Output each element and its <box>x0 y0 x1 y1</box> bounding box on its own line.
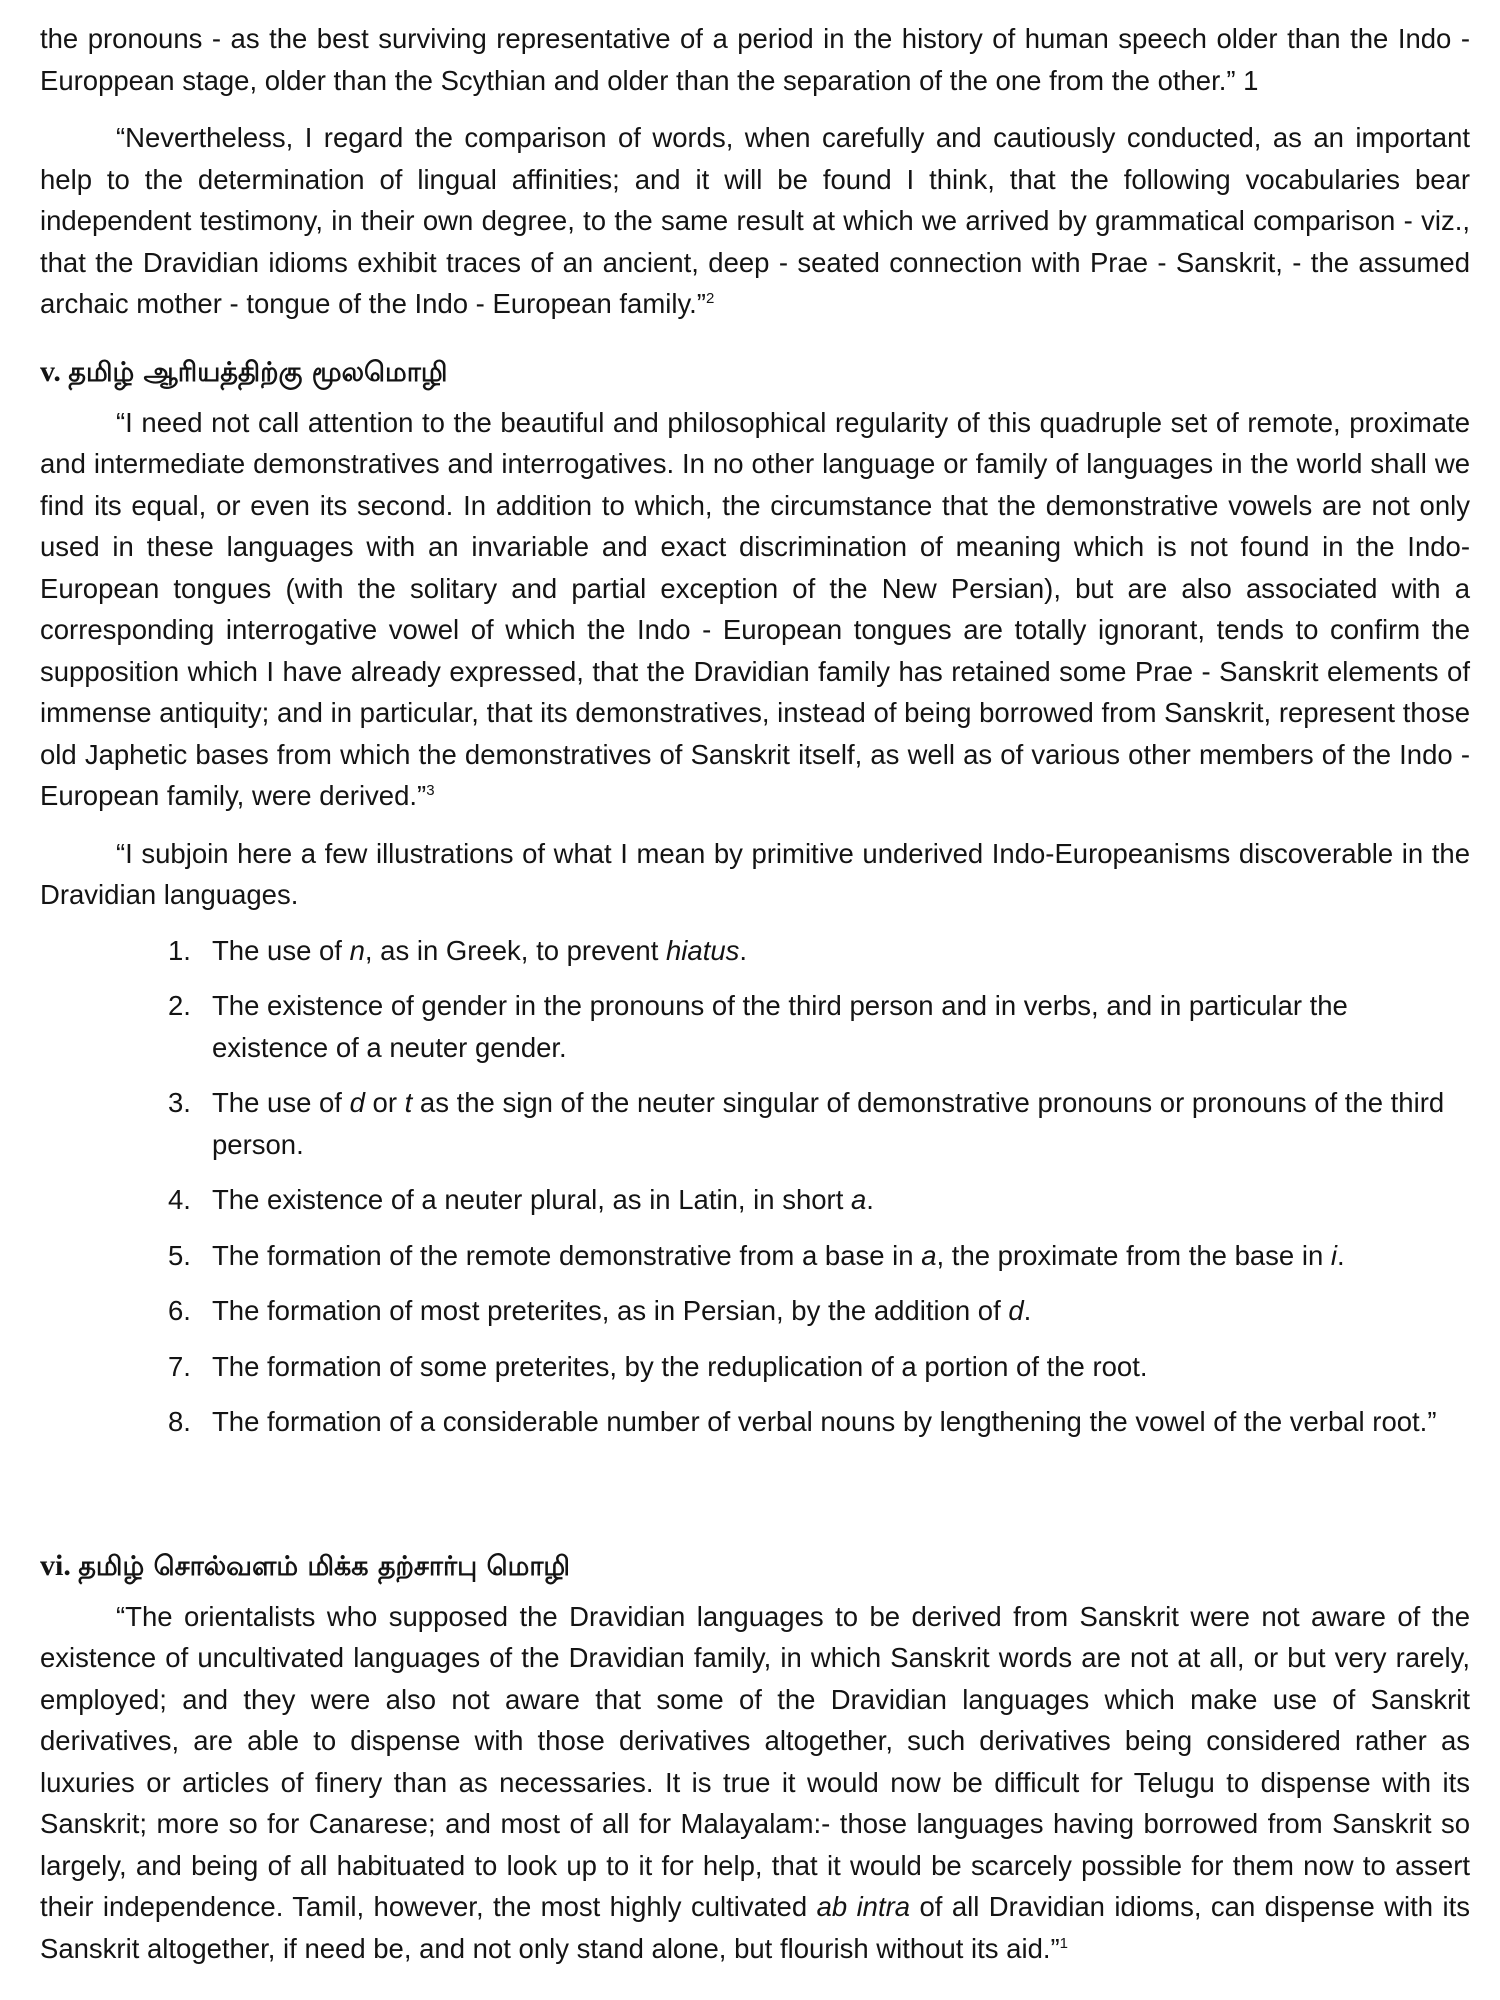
list-item <box>168 1082 1470 1165</box>
list-text-italic: hiatus <box>666 934 740 966</box>
italic-phrase: ab intra <box>816 1891 911 1922</box>
list-text: The formation of a considerable number of verbal nouns by lengthening the vowel of the verbal root.” <box>212 1406 1437 1437</box>
list-text-italic: t <box>404 1087 413 1118</box>
paragraph-continuation: the pronouns - as the best surviving representative of a period in the history of human speech older than the Indo - Europpean stage, older than the Scythian and older than the separation of the one from the other.” 1 <box>40 23 1470 96</box>
list-text: The existence of gender in the pronouns of the third person and in verbs, and in particular the existence of a neuter gender. <box>212 990 1348 1063</box>
list-item <box>168 1401 1470 1443</box>
list-text: , as in Greek, to prevent <box>364 934 667 966</box>
paragraph-text: “I need not call attention to the beautiful and philosophical regularity of this quadruple set of remote, proximate and intermediate demonstratives and interrogatives. In no other language or family of languages in the world shall we find its equal, or even its second. In addition to which, the circumstance that the demonstrative vowels are not only used in these languages with an invariable and exact discrimination of meaning which is not found in the Indo-European tongues (with the solitary and partial exception of the New Persian), but are also associated with a corresponding interrogative vowel of which the Indo - European tongues are totally ignorant, tends to confirm the supposition which I have already expressed, that the Dravidian family has retained some Prae - Sanskrit elements of immense antiquity; and in particular, that its demonstratives, instead of being borrowed from Sanskrit, represent those old Japhetic bases from which the demonstratives of Sanskrit itself, as well as of various other members of the Indo - European family, were derived.” <box>40 406 1470 811</box>
list-text: . <box>1023 1295 1032 1326</box>
section-title: தமிழ் சொல்வளம் மிக்க தற்சார்பு மொழி <box>78 1550 571 1582</box>
section-number: vi. <box>40 1548 71 1582</box>
section-heading-v <box>40 351 1470 394</box>
footnote-marker: 1 <box>1059 1934 1069 1952</box>
list-text: The formation of the remote demonstrative from a base in <box>212 1239 922 1271</box>
list-text-italic: a <box>850 1184 867 1215</box>
list-text-italic: d <box>349 1087 365 1118</box>
list-text: or <box>364 1087 405 1118</box>
list-item <box>168 930 1470 972</box>
list-text: The formation of most preterites, as in Persian, by the addition of <box>212 1295 1009 1326</box>
list-number: 5. <box>168 1239 191 1271</box>
list-number: 7. <box>168 1350 191 1382</box>
numbered-list <box>40 930 1470 1443</box>
list-text: as the sign of the neuter singular of demonstrative pronouns or pronouns of the third person. <box>212 1087 1445 1160</box>
list-text: , the proximate from the base in <box>936 1239 1331 1271</box>
footnote-marker: 2 <box>705 289 715 307</box>
list-number: 2. <box>168 990 191 1021</box>
paragraph-orientalists <box>40 1596 1470 1970</box>
list-text: The use of <box>212 1087 350 1118</box>
paragraph-demonstratives <box>40 402 1470 817</box>
list-number: 8. <box>168 1406 191 1437</box>
footnote-marker: 3 <box>426 781 435 799</box>
list-number: 4. <box>168 1184 191 1215</box>
list-text: The formation of some preterites, by the reduplication of a portion of the root. <box>212 1350 1148 1382</box>
list-text: The use of <box>212 934 350 966</box>
list-item <box>168 985 1470 1068</box>
list-text-italic: i <box>1330 1239 1338 1271</box>
document-page <box>40 18 1470 1969</box>
list-item <box>168 1346 1470 1388</box>
list-number: 6. <box>168 1295 191 1326</box>
list-text-italic: a <box>921 1239 937 1271</box>
section-heading-vi <box>40 1545 1470 1588</box>
section-title: தமிழ் ஆரியத்திற்கு மூலமொழி <box>68 356 448 388</box>
list-text: . <box>1337 1239 1345 1271</box>
list-number: 3. <box>168 1087 191 1118</box>
list-text: . <box>739 934 748 966</box>
list-text: . <box>866 1184 874 1215</box>
list-item <box>168 1235 1470 1277</box>
paragraph-text: of all Dravidian idioms, can dispense with its Sanskrit altogether, if need be, and not only stand alone, but flourish without its aid.” <box>40 1891 1470 1964</box>
list-item <box>168 1290 1470 1332</box>
paragraph-comparison-of-words <box>40 117 1470 325</box>
paragraph-text: “The orientalists who supposed the Dravidian languages to be derived from Sanskrit were not aware of the existence of uncultivated languages of the Dravidian family, in which Sanskrit words are not at all, or but very rarely, employed; and they were also not aware that some of the Dravidian languages which make use of Sanskrit derivatives, are able to dispense with those derivatives altogether, such derivatives being considered rather as luxuries or articles of finery than as necessaries. It is true it would now be difficult for Telugu to dispense with its Sanskrit; more so for Canarese; and most of all for Malayalam:- those languages having borrowed from Sanskrit so largely, and being of all habituated to look up to it for help, that it would be scarcely possible for them now to assert their independence. Tamil, however, the most highly cultivated <box>40 1600 1470 1922</box>
list-number: 1. <box>168 934 191 966</box>
paragraph-text: “Nevertheless, I regard the comparison of words, when carefully and cautiously conducted, as an important help to the determination of lingual affinities; and it will be found I think, that the following vocabularies bear independent testimony, in their own degree, to the same result at which we arrived by grammatical comparison - viz., that the Dravidian idioms exhibit traces of an ancient, deep - seated connection with Prae - Sanskrit, - the assumed archaic mother - tongue of the Indo - European family.” <box>40 122 1470 319</box>
paragraph-illustrations-intro: “I subjoin here a few illustrations of what I mean by primitive underived Indo-Europeanisms discoverable in the Dravidian languages. <box>40 837 1470 910</box>
list-text-italic: n <box>349 934 365 966</box>
list-item <box>168 1179 1470 1221</box>
list-text: The existence of a neuter plural, as in Latin, in short <box>212 1184 851 1215</box>
list-text-italic: d <box>1008 1295 1024 1326</box>
section-number: v. <box>40 354 61 388</box>
